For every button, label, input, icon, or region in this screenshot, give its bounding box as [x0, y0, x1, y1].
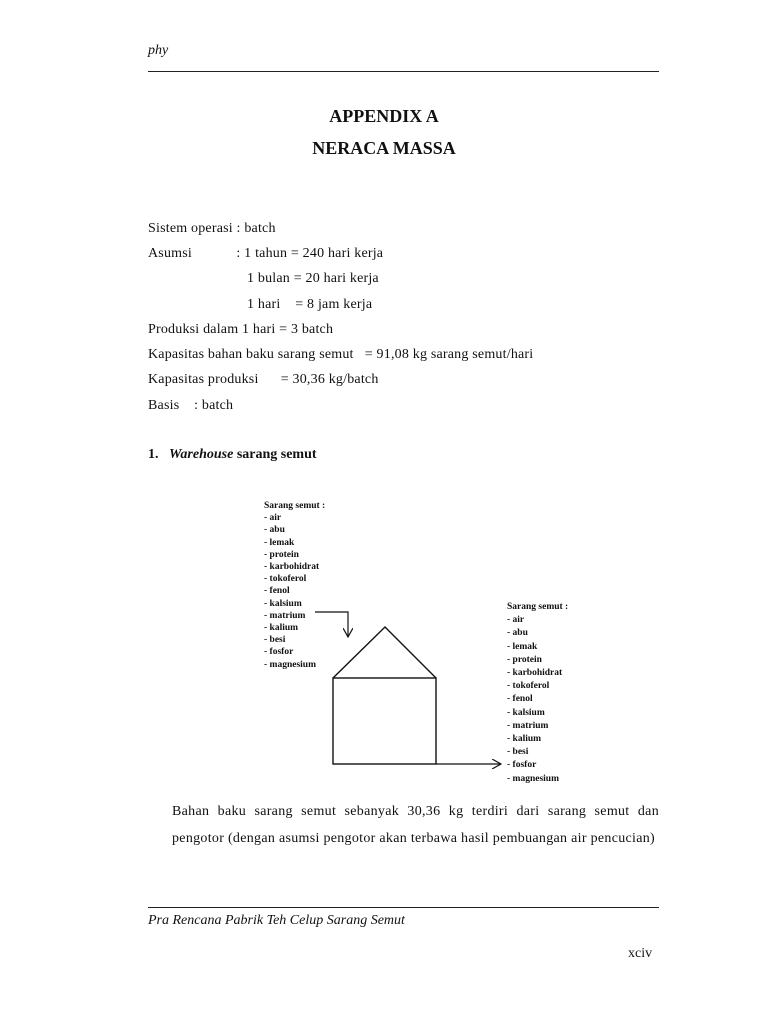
page-number: xciv [628, 946, 653, 961]
output-item: - magnesium [507, 773, 559, 784]
output-item: - air [507, 615, 525, 626]
output-item: - tokoferol [507, 681, 550, 692]
assumption-year-line: Asumsi : 1 tahun = 240 hari kerja [148, 246, 384, 261]
basis-line: Basis : batch [148, 398, 234, 413]
assumption-month-line: 1 bulan = 20 hari kerja [247, 271, 379, 286]
input-item: - abu [264, 525, 285, 536]
assumption-day-line: 1 hari = 8 jam kerja [247, 297, 373, 312]
input-item: - air [264, 513, 282, 524]
production-capacity-line: Kapasitas produksi = 30,36 kg/batch [148, 372, 379, 387]
input-item: - protein [264, 549, 299, 560]
output-item: - matrium [507, 720, 549, 731]
raw-material-capacity-line: Kapasitas bahan baku sarang semut = 91,08 kg sarang semut/hari [148, 347, 534, 362]
section-heading-italic: Warehouse [169, 447, 234, 462]
input-item: - matrium [264, 610, 306, 621]
section-number: 1. [148, 447, 159, 462]
output-item: - fosfor [507, 760, 537, 771]
input-item: - lemak [264, 537, 295, 548]
output-item: - karbohidrat [507, 668, 563, 679]
production-per-day-line: Produksi dalam 1 hari = 3 batch [148, 322, 334, 337]
section-heading-rest: sarang semut [233, 447, 317, 462]
output-list-title: Sarang semut : [507, 602, 569, 612]
input-item: - kalsium [264, 598, 302, 609]
input-item: - kalium [264, 623, 299, 634]
output-item: - fenol [507, 694, 533, 705]
appendix-subtitle: NERACA MASSA [312, 138, 456, 158]
warehouse-body [333, 678, 436, 764]
output-item: - abu [507, 628, 528, 639]
operating-system-line: Sistem operasi : batch [148, 221, 276, 236]
output-item: - lemak [507, 641, 538, 652]
input-list-title: Sarang semut : [264, 501, 326, 511]
output-item: - besi [507, 747, 529, 758]
running-header: phy [148, 43, 169, 58]
input-item: - magnesium [264, 659, 316, 670]
input-item: - fosfor [264, 647, 294, 658]
output-item: - kalsium [507, 707, 545, 718]
input-arrow [315, 612, 348, 636]
description-paragraph: Bahan baku sarang semut sebanyak 30,36 kg terdiri dari sarang semut dan pengotor (dengan asumsi pengotor akan terbawa hasil pembuangan air pencucian) [172, 804, 659, 846]
input-item: - tokoferol [264, 574, 307, 585]
input-item: - besi [264, 635, 286, 646]
input-item: - fenol [264, 586, 290, 597]
appendix-title: APPENDIX A [329, 106, 439, 126]
output-item: - kalium [507, 734, 542, 745]
output-item: - protein [507, 654, 542, 665]
input-item: - karbohidrat [264, 562, 320, 573]
running-footer: Pra Rencana Pabrik Teh Celup Sarang Semut [148, 913, 405, 928]
footer-rule [148, 907, 659, 908]
